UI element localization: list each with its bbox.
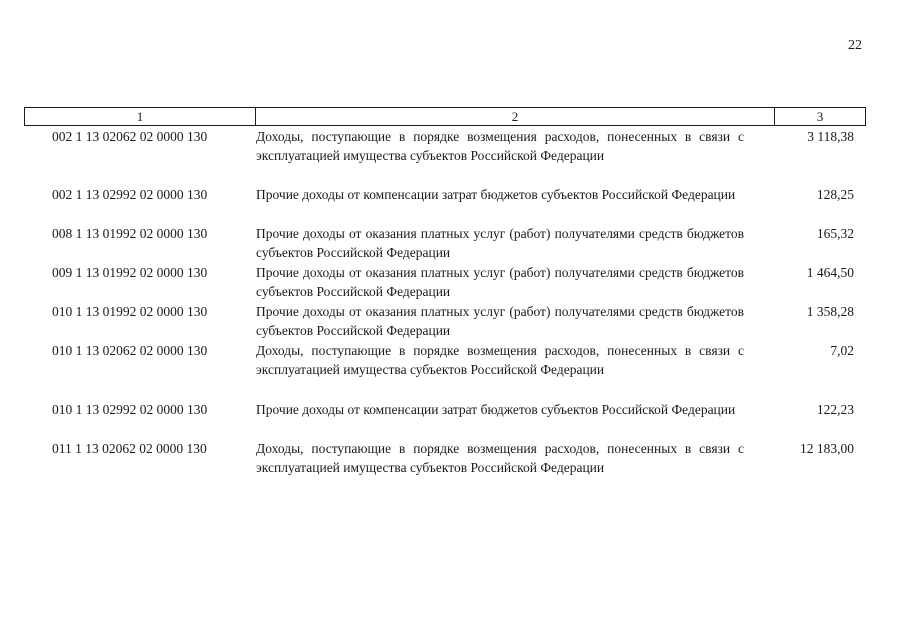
revenue-description: Прочие доходы от оказания платных услуг (работ) получателями средств бюджетов субъектов Российской Федерации	[256, 226, 744, 260]
revenue-amount: 122,23	[816, 402, 854, 417]
revenue-amount: 1 464,50	[806, 265, 854, 280]
revenue-description: Прочие доходы от оказания платных услуг (работ) получателями средств бюджетов субъектов Российской Федерации	[256, 265, 744, 299]
table-header	[24, 107, 866, 126]
revenue-table	[24, 107, 866, 475]
revenue-code: 009 1 13 01992 02 0000 130	[52, 265, 208, 280]
column-header-amount: 3	[816, 109, 824, 124]
revenue-amount: 1 358,28	[806, 304, 854, 319]
revenue-code: 002 1 13 02062 02 0000 130	[52, 129, 208, 144]
revenue-code: 010 1 13 01992 02 0000 130	[52, 304, 208, 319]
column-header-code: 1	[25, 108, 256, 125]
revenue-description: Доходы, поступающие в порядке возмещения расходов, понесенных в связи с эксплуатацией имущества субъектов Российской Федерации	[256, 129, 744, 163]
column-header-description: 2	[256, 108, 775, 125]
revenue-code: 008 1 13 01992 02 0000 130	[52, 226, 208, 241]
revenue-amount: 3 118,38	[807, 129, 854, 144]
revenue-code: 010 1 13 02062 02 0000 130	[52, 343, 208, 358]
revenue-description: Прочие доходы от компенсации затрат бюджетов субъектов Российской Федерации	[256, 187, 736, 202]
page-number: 22	[848, 38, 862, 53]
revenue-description: Прочие доходы от оказания платных услуг (работ) получателями средств бюджетов субъектов Российской Федерации	[256, 304, 744, 338]
revenue-code: 002 1 13 02992 02 0000 130	[52, 187, 208, 202]
revenue-description: Доходы, поступающие в порядке возмещения расходов, понесенных в связи с эксплуатацией имущества субъектов Российской Федерации	[256, 343, 744, 377]
revenue-amount: 12 183,00	[800, 441, 854, 456]
revenue-amount: 128,25	[816, 187, 854, 202]
revenue-amount: 7,02	[830, 343, 854, 358]
revenue-description: Доходы, поступающие в порядке возмещения расходов, понесенных в связи с эксплуатацией имущества субъектов Российской Федерации	[256, 441, 744, 475]
revenue-code: 011 1 13 02062 02 0000 130	[52, 441, 207, 456]
revenue-amount: 165,32	[816, 226, 854, 241]
revenue-code: 010 1 13 02992 02 0000 130	[52, 402, 208, 417]
revenue-description: Прочие доходы от компенсации затрат бюджетов субъектов Российской Федерации	[256, 402, 736, 417]
